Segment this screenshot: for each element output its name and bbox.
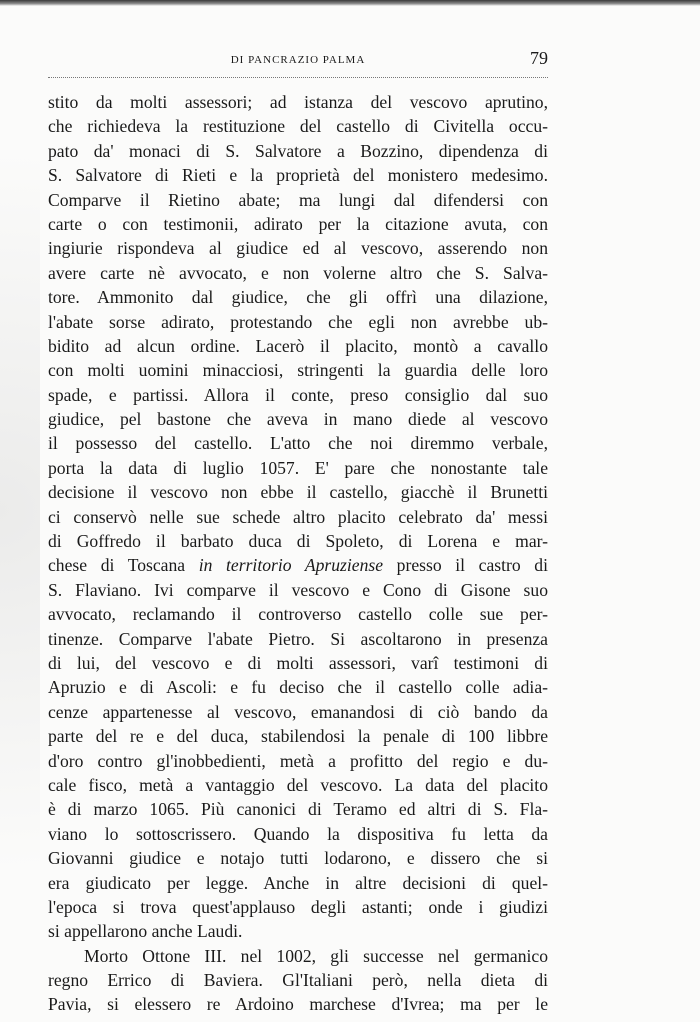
text-line: era giudicato per legge. Anche in altre decisioni di quel- bbox=[48, 872, 548, 893]
page-top-edge bbox=[0, 0, 700, 6]
text-line: porta la data di luglio 1057. E' pare che nonostante tale bbox=[48, 457, 548, 478]
text-line: è di marzo 1065. Più canonici di Teramo ed altri di S. Fla- bbox=[48, 799, 548, 820]
text-line: giudice, pel bastone che aveva in mano diede al vescovo bbox=[48, 409, 548, 430]
page-number: 79 bbox=[530, 48, 548, 68]
text-line: tinenze. Comparve l'abate Pietro. Si ascoltarono in presenza bbox=[48, 628, 548, 649]
text-line: bidito ad alcun ordine. Lacerò il placito, montò a cavallo bbox=[48, 335, 548, 356]
text-line: si appellarono anche Laudi. bbox=[48, 921, 243, 942]
text-line: Morto Ottone III. nel 1002, gli successe nel germanico bbox=[84, 945, 548, 966]
text-segment: presso il castro di bbox=[383, 555, 548, 576]
text-line: carte o con testimonii, adirato per la citazione avuta, con bbox=[48, 213, 548, 234]
header-rule bbox=[48, 77, 548, 78]
text-line: decisione il vescovo non ebbe il castello, giacchè il Brunetti bbox=[48, 482, 548, 503]
text-line: S. Salvatore di Rieti e la proprietà del monistero medesimo. bbox=[48, 165, 548, 186]
text-line: pato da' monaci di S. Salvatore a Bozzino, dipendenza di bbox=[48, 140, 548, 161]
text-line: che richiedeva la restituzione del castello di Civitella occu- bbox=[48, 116, 548, 137]
text-line: di lui, del vescovo e di molti assessori, varî testimoni di bbox=[48, 652, 548, 673]
italic-phrase: in territorio Apruziense bbox=[198, 555, 384, 576]
text-line: il possesso del castello. L'atto che noi diremmo verbale, bbox=[48, 433, 548, 454]
text-line: Pavia, si elessero re Ardoino marchese d'Ivrea; ma per le bbox=[48, 994, 548, 1015]
text-line: tore. Ammonito dal giudice, che gli offrì una dilazione, bbox=[48, 287, 548, 308]
text-line: avere carte nè avvocato, e non volerne altro che S. Salva- bbox=[48, 262, 548, 283]
text-line: Apruzio e di Ascoli: e fu deciso che il castello colle adia- bbox=[48, 677, 548, 698]
running-title: DI PANCRAZIO PALMA bbox=[230, 54, 366, 66]
text-line: viano lo sottoscrissero. Quando la dispositiva fu letta da bbox=[48, 823, 548, 844]
text-line: di Goffredo il barbato duca di Spoleto, di Lorena e mar- bbox=[48, 531, 548, 552]
text-line: l'abate sorse adirato, protestando che egli non avrebbe ub- bbox=[48, 311, 548, 332]
text-line: ingiurie rispondeva al giudice ed al vescovo, asserendo non bbox=[48, 238, 548, 259]
text-line: Comparve il Rietino abate; ma lungi dal difendersi con bbox=[48, 189, 548, 210]
running-header bbox=[48, 50, 548, 72]
text-line: regno Errico di Baviera. Gl'Italiani però, nella dieta di bbox=[48, 970, 548, 991]
text-line: d'oro contro gl'inobbedienti, metà a profitto del regio e du- bbox=[48, 750, 548, 771]
text-line-italic-phrase bbox=[48, 553, 548, 577]
text-line: Giovanni giudice e notajo tutti lodarono, e dissero che si bbox=[48, 848, 548, 869]
paragraph-2 bbox=[48, 944, 548, 1017]
text-line: parte del re e del duca, stabilendosi la penale di 100 libbre bbox=[48, 726, 548, 747]
text-line: l'epoca si trova quest'applauso degli astanti; onde i giudizi bbox=[48, 896, 548, 917]
text-line: ci conservò nelle sue schede altro placito celebrato da' messi bbox=[48, 506, 548, 527]
text-line: S. Flaviano. Ivi comparve il vescovo e Cono di Gisone suo bbox=[48, 579, 548, 600]
text-line: cale fisco, metà a vantaggio del vescovo. La data del placito bbox=[48, 774, 548, 795]
text-line: con molti uomini minacciosi, stringenti la guardia delle loro bbox=[48, 360, 548, 381]
body-text bbox=[48, 90, 548, 1017]
paragraph-1 bbox=[48, 90, 548, 944]
text-line: avvocato, reclamando il controverso castello colle sue per- bbox=[48, 604, 548, 625]
text-line: spade, e partissi. Allora il conte, preso consiglio dal suo bbox=[48, 384, 548, 405]
text-line: stito da molti assessori; ad istanza del vescovo aprutino, bbox=[48, 92, 548, 112]
text-line: cenze appartenesse al vescovo, emanandosi di ciò bando da bbox=[48, 701, 548, 722]
page-left-shadow bbox=[0, 0, 40, 1022]
text-segment: chese di Toscana bbox=[48, 555, 199, 576]
